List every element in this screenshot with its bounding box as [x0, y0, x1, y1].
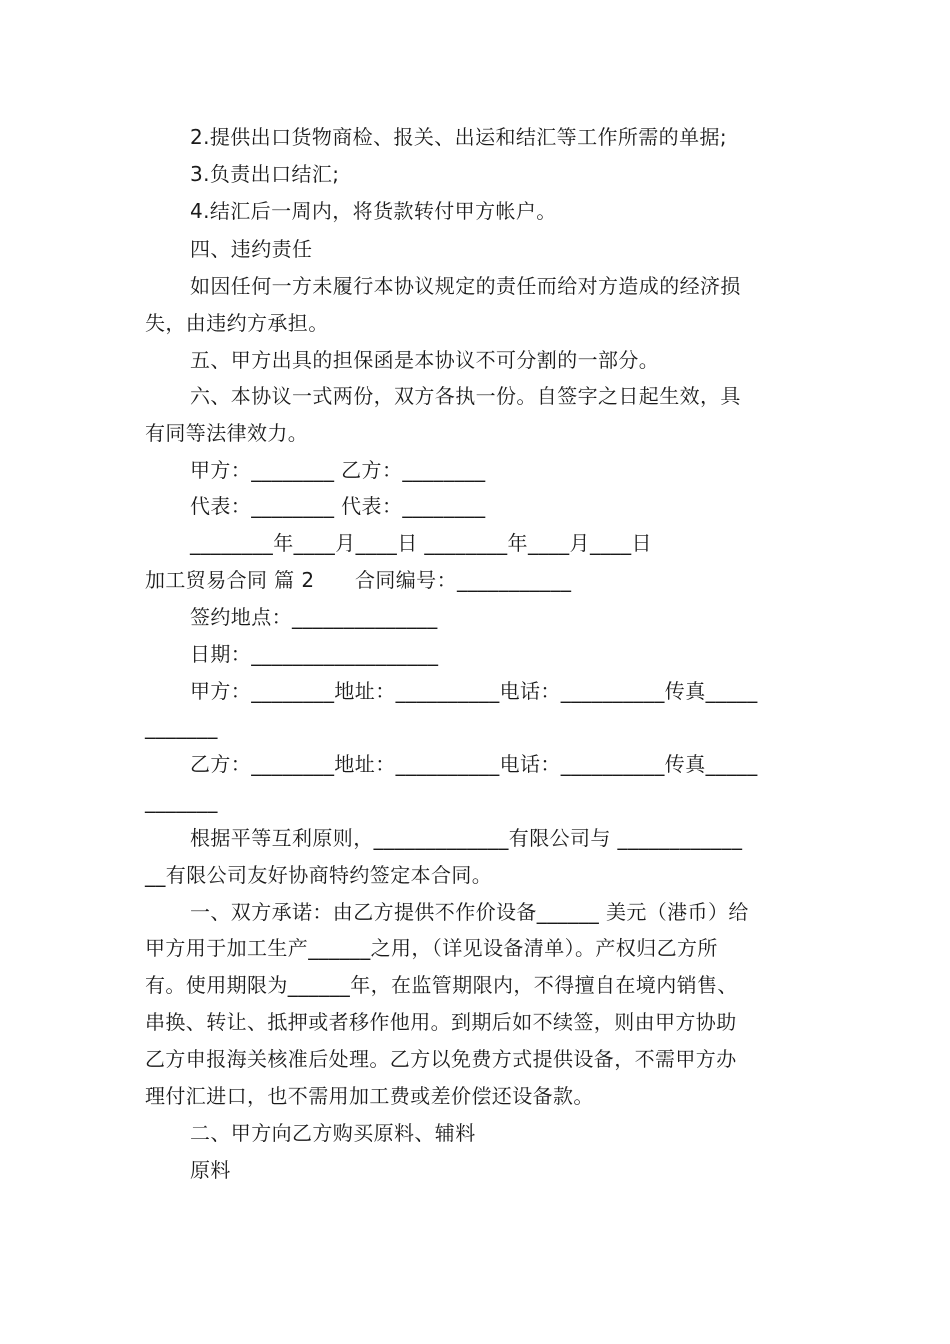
- text-line: 签约地点：______________: [190, 605, 438, 629]
- text-line: 乙方：________地址：__________电话：__________传真_____: [190, 752, 758, 776]
- text-line: 乙方申报海关核准后处理。乙方以免费方式提供设备，不需甲方办: [145, 1047, 737, 1071]
- text-line: 五、甲方出具的担保函是本协议不可分割的一部分。: [190, 348, 660, 372]
- text-line: 失，由违约方承担。: [145, 311, 329, 335]
- text-line: 根据平等互利原则，_____________有限公司与 ____________: [190, 826, 743, 850]
- signature-line: 代表：________ 代表：________: [190, 494, 486, 518]
- text-line: 有同等法律效力。: [145, 421, 309, 445]
- section-heading: 二、甲方向乙方购买原料、辅料: [190, 1121, 476, 1145]
- text-line: 一、双方承诺：由乙方提供不作价设备______ 美元（港币）给: [190, 900, 749, 924]
- text-line: 六、本协议一式两份，双方各执一份。自签字之日起生效，具: [190, 384, 741, 408]
- text-line: 甲方：________地址：__________电话：__________传真_____: [190, 679, 758, 703]
- text-line: 4.结汇后一周内，将货款转付甲方帐户。: [190, 199, 557, 223]
- text-line: _______: [145, 715, 218, 739]
- text-line: _______: [145, 789, 218, 813]
- section-heading: 四、违约责任: [190, 237, 313, 261]
- text-line: 3.负责出口结汇;: [190, 162, 340, 186]
- text-line: 日期：__________________: [190, 642, 439, 666]
- signature-line: 甲方：________ 乙方：________: [190, 458, 486, 482]
- text-line: 甲方用于加工生产______之用，（详见设备清单）。产权归乙方所: [145, 936, 718, 960]
- text-line: 原料: [190, 1158, 231, 1182]
- date-line: ________年____月____日 ________年____月____日: [190, 531, 652, 555]
- text-line: __有限公司友好协商特约签定本合同。: [145, 863, 493, 887]
- text-line: 2.提供出口货物商检、报关、出运和结汇等工作所需的单据;: [190, 125, 728, 149]
- text-line: 有。使用期限为______年，在监管期限内，不得擅自在境内销售、: [145, 973, 738, 997]
- text-line: 理付汇进口，也不需用加工费或差价偿还设备款。: [145, 1084, 594, 1108]
- contract-title: 加工贸易合同 篇 2 合同编号：___________: [145, 568, 572, 592]
- text-line: 如因任何一方未履行本协议规定的责任而给对方造成的经济损: [190, 274, 741, 298]
- text-line: 串换、转让、抵押或者移作他用。到期后如不续签，则由甲方协助: [145, 1010, 737, 1034]
